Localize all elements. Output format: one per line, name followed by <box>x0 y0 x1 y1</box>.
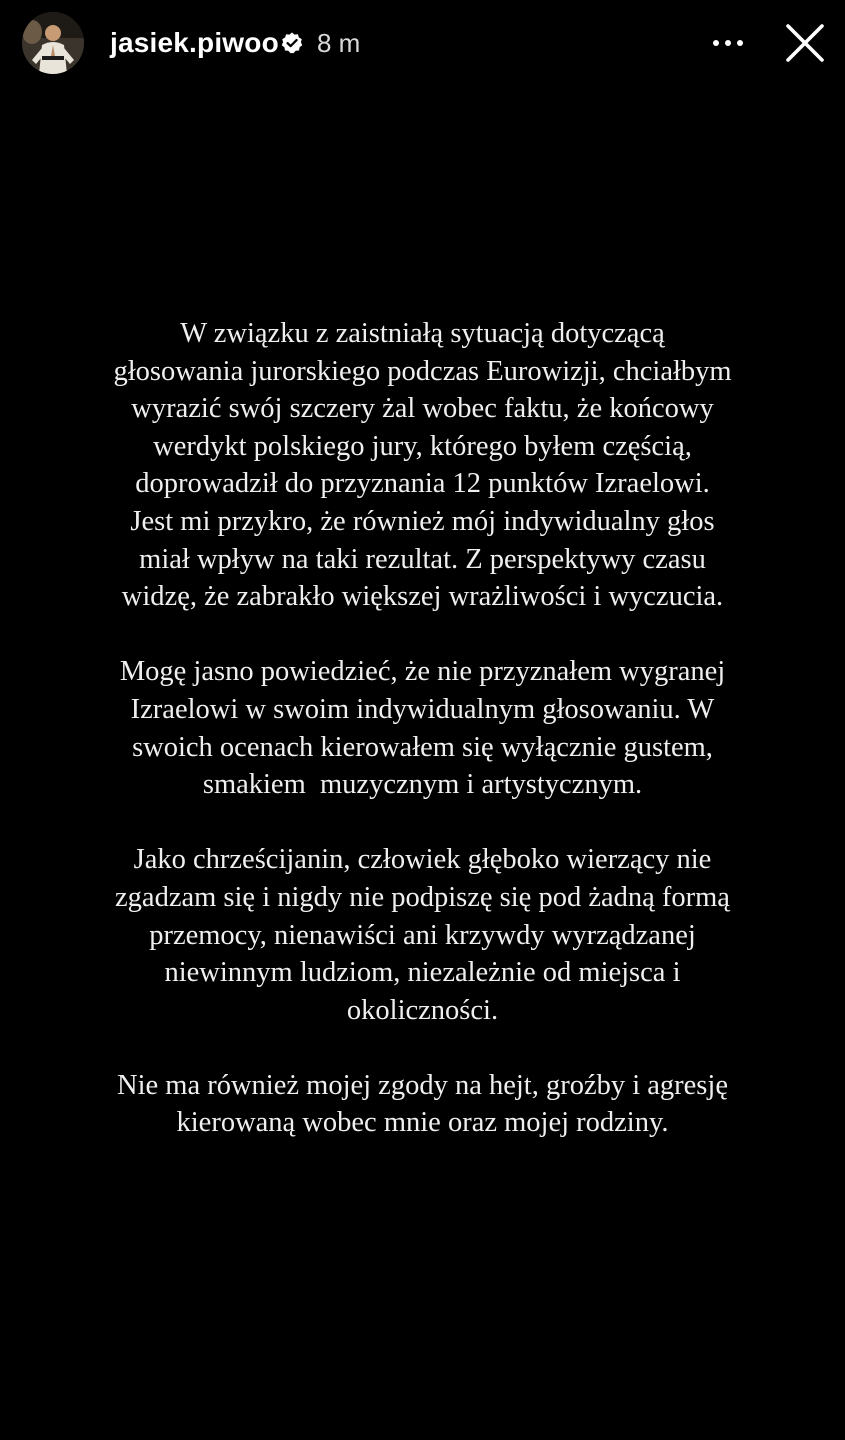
story-paragraph <box>30 841 815 1029</box>
story-line: widzę, że zabrakło większej wrażliwości i wyczucia. <box>121 581 724 613</box>
story-paragraph <box>30 1067 815 1142</box>
verified-badge-icon <box>280 31 304 55</box>
story-line: Mogę jasno powiedzieć, że nie przyznałem wygranej <box>119 656 726 688</box>
username[interactable]: jasiek.piwoo <box>110 27 279 58</box>
story-paragraph <box>30 653 815 803</box>
story-timestamp: 8 m <box>317 28 361 58</box>
story-line: smakiem muzycznym i artystycznym. <box>202 769 643 801</box>
more-dot <box>737 40 743 46</box>
story-line: swoich ocenach kierowałem się wyłącznie gustem, <box>132 731 713 763</box>
story-line: niewinnym ludziom, niezależnie od miejsca i <box>164 957 681 989</box>
close-icon[interactable] <box>782 20 828 66</box>
story-line: kierowaną wobec mnie oraz mojej rodziny. <box>176 1107 669 1139</box>
more-dot <box>713 40 719 46</box>
story-paragraph <box>30 315 815 616</box>
story-line: zgadzam się i nigdy nie podpiszę się pod żadną formą <box>115 881 730 913</box>
story-line: wyrazić swój szczery żal wobec faktu, że końcowy <box>131 393 714 425</box>
story-line: Jest mi przykro, że również mój indywidualny głos <box>130 505 715 537</box>
story-text <box>30 315 815 1142</box>
avatar-image <box>22 12 84 74</box>
story-line: Nie ma również mojej zgody na hejt, groźby i agresję <box>117 1069 728 1101</box>
story-line: Izraelowi w swoim indywidualnym głosowaniu. W <box>130 693 715 725</box>
story-header <box>0 0 845 88</box>
story-line: głosowania jurorskiego podczas Eurowizji, chciałbym <box>113 355 732 387</box>
story-line: miał wpływ na taki rezultat. Z perspektywy czasu <box>139 543 706 575</box>
story-line: przemocy, nienawiści ani krzywdy wyrządzanej <box>149 919 696 951</box>
avatar[interactable] <box>22 12 84 74</box>
more-dot <box>725 40 731 46</box>
more-options-icon[interactable] <box>706 24 750 62</box>
story-line: okoliczności. <box>346 994 499 1026</box>
story-line: W związku z zaistniałą sytuacją dotyczącą <box>180 318 665 349</box>
story-line: werdykt polskiego jury, którego byłem częścią, <box>153 430 692 462</box>
story-line: Jako chrześcijanin, człowiek głęboko wierzący nie <box>133 844 712 876</box>
story-line: doprowadził do przyznania 12 punktów Izraelowi. <box>135 468 710 500</box>
